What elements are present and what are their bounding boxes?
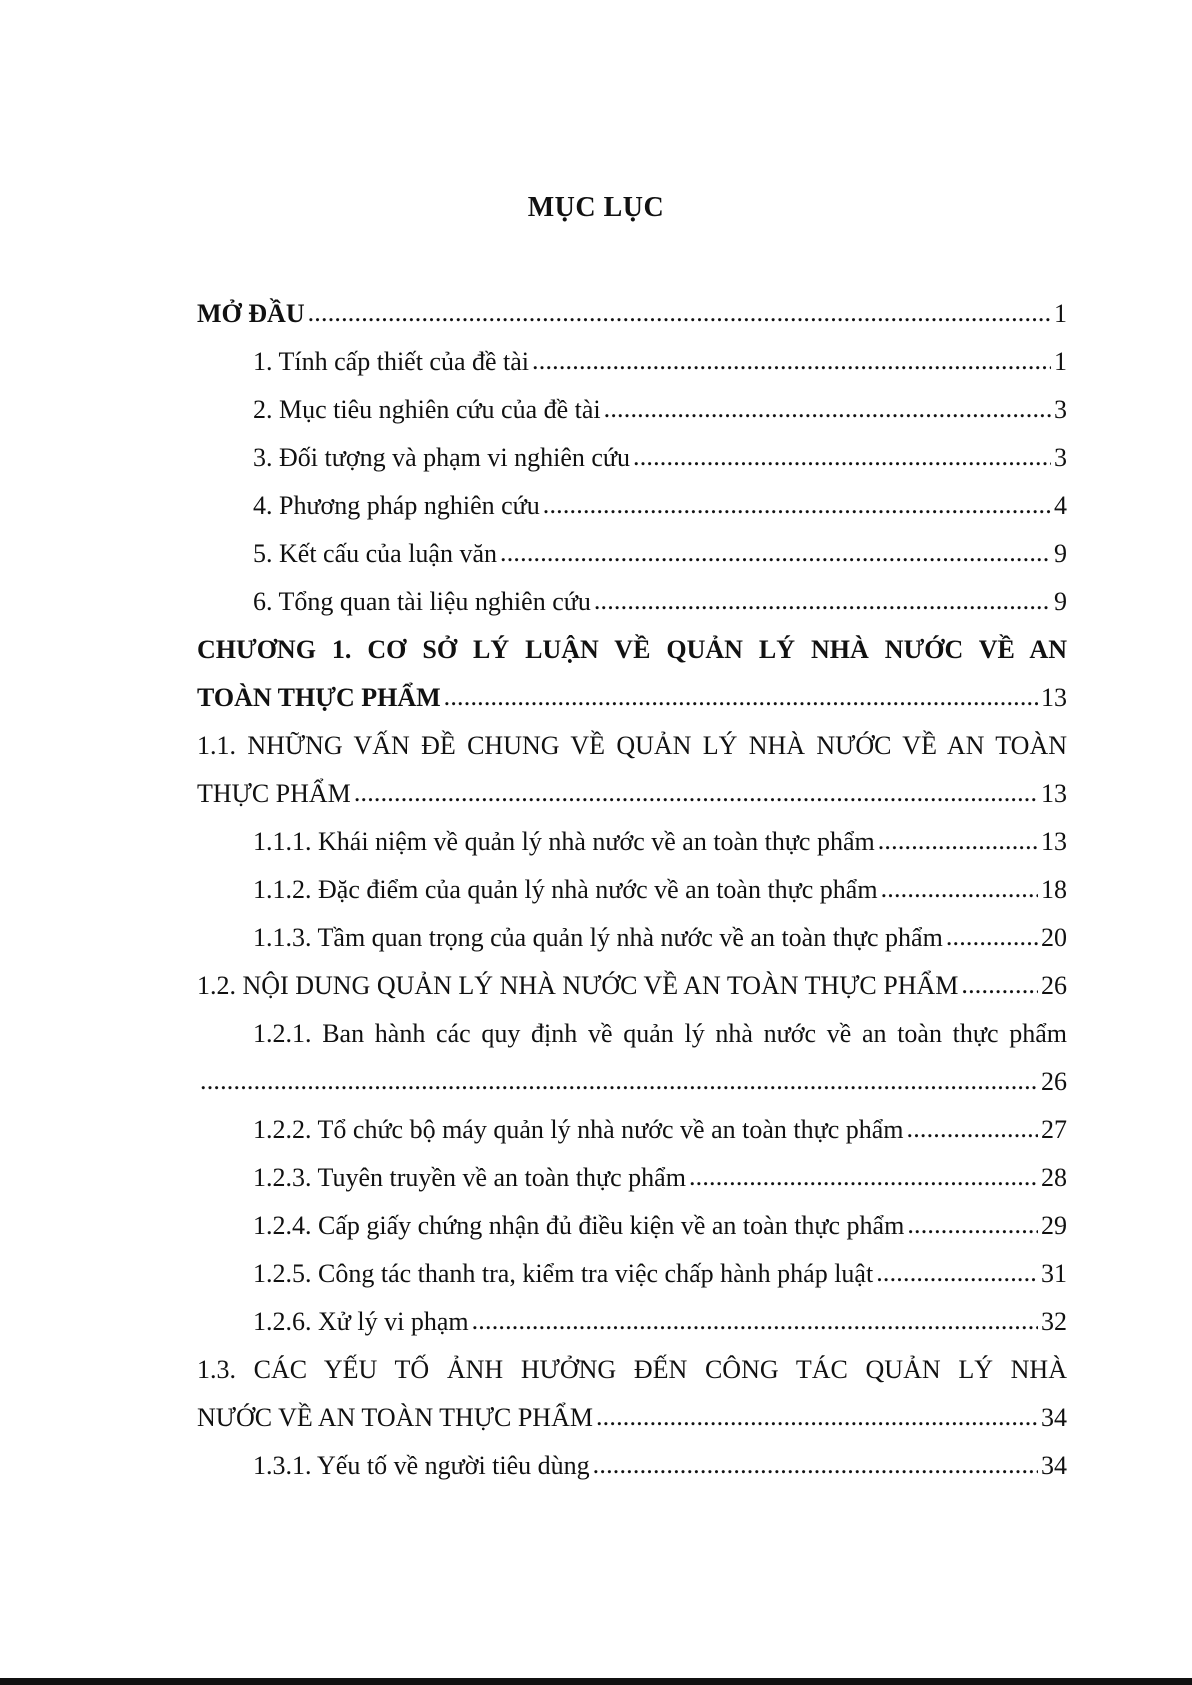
toc-entry xyxy=(197,1058,1067,1106)
toc-entry-label: 1.1.3. Tầm quan trọng của quản lý nhà nước về an toàn thực phẩm xyxy=(253,923,943,952)
toc-entry-first-line: 1.2.1. Ban hành các quy định về quản lý nhà nước về an toàn thực phẩm xyxy=(253,1019,1067,1048)
toc-entry xyxy=(197,1250,1067,1298)
toc-entry-page: 9 xyxy=(1054,587,1067,616)
toc-entry xyxy=(197,530,1067,578)
leader-dots xyxy=(593,1441,1038,1489)
toc-entry-page: 13 xyxy=(1041,827,1067,856)
toc-entry-page: 34 xyxy=(1041,1403,1067,1432)
toc-entry-page: 26 xyxy=(1041,1067,1067,1096)
toc-entry xyxy=(197,1106,1067,1154)
toc-entry-label: 4. Phương pháp nghiên cứu xyxy=(253,491,540,520)
leader-dots xyxy=(594,577,1051,625)
leader-dots xyxy=(604,385,1051,433)
leader-dots xyxy=(881,865,1038,913)
leader-dots xyxy=(354,769,1038,817)
toc-entry-label: THỰC PHẨM xyxy=(197,779,351,808)
toc-entry-page: 20 xyxy=(1041,923,1067,952)
toc-entry-page: 27 xyxy=(1041,1115,1067,1144)
toc-entry xyxy=(197,434,1067,482)
toc-entry xyxy=(197,290,1067,338)
toc-entry-page: 34 xyxy=(1041,1451,1067,1480)
toc-entry-page: 29 xyxy=(1041,1211,1067,1240)
leader-dots xyxy=(946,913,1038,961)
leader-dots xyxy=(689,1153,1038,1201)
toc-entry xyxy=(197,1298,1067,1346)
toc-entry xyxy=(197,578,1067,626)
toc-title: MỤC LỤC xyxy=(527,192,665,223)
toc-entry xyxy=(197,386,1067,434)
toc-entry xyxy=(197,1154,1067,1202)
toc-entry-page: 9 xyxy=(1054,539,1067,568)
leader-dots xyxy=(500,529,1051,577)
toc-entry-first-line: 1.1. NHỮNG VẤN ĐỀ CHUNG VỀ QUẢN LÝ NHÀ NƯỚC VỀ AN TOÀN xyxy=(197,731,1067,760)
leader-dots xyxy=(308,289,1051,337)
leader-dots xyxy=(543,481,1051,529)
leader-dots xyxy=(444,673,1038,721)
toc-entry xyxy=(197,770,1067,818)
leader-dots xyxy=(907,1201,1038,1249)
toc-entry-page: 32 xyxy=(1041,1307,1067,1336)
toc-entry-page: 1 xyxy=(1054,299,1067,328)
toc-entry xyxy=(197,482,1067,530)
leader-dots xyxy=(596,1393,1038,1441)
toc-entry-label: 1. Tính cấp thiết của đề tài xyxy=(253,347,530,376)
bottom-edge-bar xyxy=(0,1678,1192,1685)
toc-entry-label: 1.1.1. Khái niệm về quản lý nhà nước về an toàn thực phẩm xyxy=(253,827,875,856)
toc-entry xyxy=(197,1202,1067,1250)
toc-entry xyxy=(197,818,1067,866)
toc-entry-page: 3 xyxy=(1054,443,1067,472)
leader-dots xyxy=(907,1105,1039,1153)
toc-entry-page: 13 xyxy=(1041,779,1067,808)
toc-entry-label: 1.1.2. Đặc điểm của quản lý nhà nước về an toàn thực phẩm xyxy=(253,875,878,904)
leader-dots xyxy=(961,961,1038,1009)
toc-entry-page: 3 xyxy=(1054,395,1067,424)
toc-entry-label: 2. Mục tiêu nghiên cứu của đề tài xyxy=(253,395,601,424)
toc-entry-page: 18 xyxy=(1041,875,1067,904)
toc-entry-page: 31 xyxy=(1041,1259,1067,1288)
toc-entry xyxy=(197,338,1067,386)
toc-entry-label: 1.2.2. Tổ chức bộ máy quản lý nhà nước về an toàn thực phẩm xyxy=(253,1115,904,1144)
toc-entry-label: 5. Kết cấu của luận văn xyxy=(253,539,498,568)
toc-entry-label: MỞ ĐẦU xyxy=(197,299,305,328)
leader-dots xyxy=(472,1297,1038,1345)
toc-entry xyxy=(197,866,1067,914)
toc-entry-label: 3. Đối tượng và phạm vi nghiên cứu xyxy=(253,443,630,472)
toc-entry-label: 1.2.5. Công tác thanh tra, kiểm tra việc chấp hành pháp luật xyxy=(253,1259,874,1288)
toc-entry-page: 28 xyxy=(1041,1163,1067,1192)
toc-entry-label: NƯỚC VỀ AN TOÀN THỰC PHẨM xyxy=(197,1403,593,1432)
toc-entry-label: 1.2. NỘI DUNG QUẢN LÝ NHÀ NƯỚC VỀ AN TOÀN THỰC PHẨM xyxy=(197,971,959,1000)
toc-entry-page: 1 xyxy=(1054,347,1067,376)
toc-entry xyxy=(197,914,1067,962)
table-of-contents xyxy=(197,290,1067,1490)
toc-entry-first-line: 1.3. CÁC YẾU TỐ ẢNH HƯỞNG ĐẾN CÔNG TÁC QUẢN LÝ NHÀ xyxy=(197,1355,1067,1384)
toc-entry-label: 1.3.1. Yếu tố về người tiêu dùng xyxy=(253,1451,590,1480)
leader-dots xyxy=(876,1249,1038,1297)
toc-entry xyxy=(197,1442,1067,1490)
toc-entry-page: 4 xyxy=(1054,491,1067,520)
leader-dots xyxy=(200,1057,1038,1105)
toc-entry-label: 6. Tổng quan tài liệu nghiên cứu xyxy=(253,587,591,616)
toc-entry xyxy=(197,962,1067,1010)
toc-entry xyxy=(197,674,1067,722)
toc-entry-label: 1.2.3. Tuyên truyền về an toàn thực phẩm xyxy=(253,1163,686,1192)
toc-entry-page: 13 xyxy=(1041,683,1067,712)
leader-dots xyxy=(633,433,1051,481)
toc-entry-label: TOÀN THỰC PHẨM xyxy=(197,683,441,712)
toc-entry-first-line: CHƯƠNG 1. CƠ SỞ LÝ LUẬN VỀ QUẢN LÝ NHÀ NƯỚC VỀ AN xyxy=(197,635,1067,664)
leader-dots xyxy=(532,337,1051,385)
toc-entry-label: 1.2.4. Cấp giấy chứng nhận đủ điều kiện về an toàn thực phẩm xyxy=(253,1211,905,1240)
toc-entry-label: 1.2.6. Xử lý vi phạm xyxy=(253,1307,469,1336)
toc-entry xyxy=(197,1394,1067,1442)
toc-entry-page: 26 xyxy=(1041,971,1067,1000)
leader-dots xyxy=(878,817,1038,865)
